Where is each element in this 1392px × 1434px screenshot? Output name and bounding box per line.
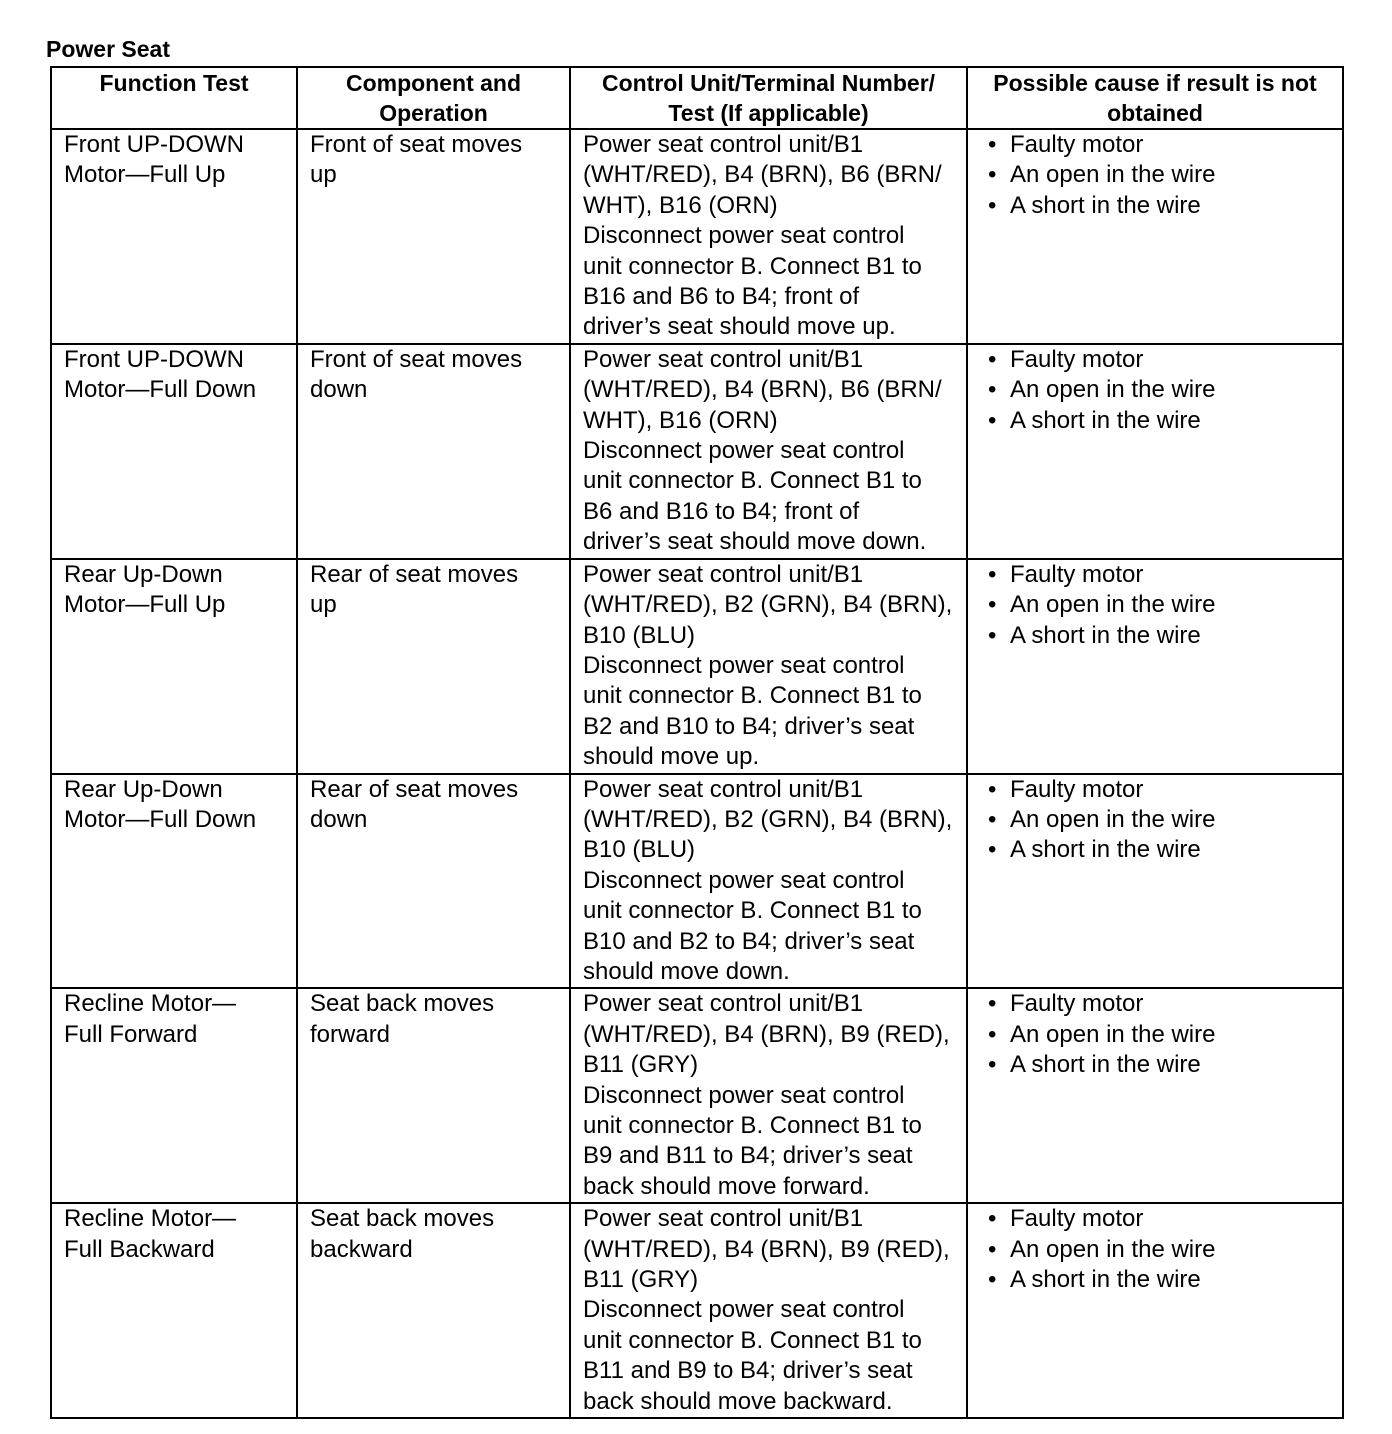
function-test-cell (51, 559, 297, 774)
cell-line: (WHT/RED), B2 (GRN), B4 (BRN), (583, 805, 953, 833)
cause-text: An open in the wire (1010, 1020, 1216, 1048)
function-test-cell (51, 129, 297, 344)
cell-line: back should move forward. (583, 1172, 870, 1200)
header-line: Control Unit/Terminal Number/ (601, 70, 936, 96)
cell-line: unit connector B. Connect B1 to (583, 682, 922, 710)
cause-item (988, 191, 1334, 221)
bullet-icon: • (988, 131, 997, 158)
cell-line: Motor—Full Up (64, 161, 226, 189)
cause-text: Faulty motor (1010, 131, 1144, 158)
cell-line: unit connector B. Connect B1 to (583, 467, 922, 495)
cell-line: Disconnect power seat control (583, 222, 905, 250)
cell-line: Front UP-DOWN (64, 131, 244, 158)
control-unit-cell (570, 129, 967, 344)
component-cell (297, 559, 570, 774)
cause-list (980, 560, 1334, 651)
cause-text: Faulty motor (1010, 775, 1144, 803)
control-unit-cell (570, 988, 967, 1203)
table-row (51, 344, 1343, 559)
cell-line: Recline Motor— (64, 1205, 237, 1233)
cause-item (988, 406, 1334, 436)
cause-item (988, 835, 1334, 865)
function-test-cell (51, 988, 297, 1203)
cause-list (980, 775, 1334, 866)
header-line: Operation (379, 100, 488, 126)
cell-line: Disconnect power seat control (583, 1081, 905, 1109)
cause-item (988, 375, 1334, 405)
cell-line: B16 and B6 to B4; front of (583, 283, 860, 311)
cause-item (988, 345, 1334, 375)
cell-line: B11 (GRY) (583, 1051, 699, 1079)
cause-list (980, 1204, 1334, 1295)
component-cell (297, 1203, 570, 1418)
cell-line: Disconnect power seat control (583, 866, 905, 894)
cause-item (988, 989, 1334, 1019)
bullet-icon: • (988, 805, 997, 833)
header-possible-cause (967, 67, 1343, 129)
cell-line: WHT), B16 (ORN) (583, 191, 778, 219)
cell-line: down (310, 805, 368, 833)
table-row (51, 774, 1343, 989)
possible-cause-cell (967, 988, 1343, 1203)
header-line: Function Test (99, 70, 249, 96)
header-component (297, 67, 570, 129)
component-cell (297, 344, 570, 559)
cell-line: B9 and B11 to B4; driver’s seat (583, 1142, 913, 1170)
cause-list (980, 989, 1334, 1080)
cell-line: up (310, 591, 337, 619)
cell-line: Rear of seat moves (310, 775, 519, 803)
possible-cause-cell (967, 129, 1343, 344)
cell-line: Full Forward (64, 1020, 198, 1048)
cause-list (980, 130, 1334, 221)
cell-line: (WHT/RED), B4 (BRN), B9 (RED), (583, 1235, 950, 1263)
cell-line: unit connector B. Connect B1 to (583, 897, 922, 925)
function-test-cell (51, 344, 297, 559)
cell-line: Power seat control unit/B1 (583, 560, 864, 588)
bullet-icon: • (988, 406, 997, 434)
cell-line: down (310, 376, 368, 404)
power-seat-table (50, 66, 1344, 1419)
bullet-icon: • (988, 591, 997, 619)
control-unit-cell (570, 559, 967, 774)
cell-line: (WHT/RED), B4 (BRN), B6 (BRN/ (583, 376, 942, 404)
cell-line: Power seat control unit/B1 (583, 131, 864, 158)
header-line: obtained (1107, 100, 1203, 126)
cause-item (988, 1050, 1334, 1080)
cause-text: Faulty motor (1010, 1205, 1144, 1233)
cause-text: A short in the wire (1010, 836, 1201, 864)
cell-line: Power seat control unit/B1 (583, 345, 864, 373)
cell-line: Front of seat moves (310, 131, 523, 158)
cell-line: Rear Up-Down (64, 560, 223, 588)
cell-line: B6 and B16 to B4; front of (583, 497, 860, 525)
cell-line: Disconnect power seat control (583, 651, 905, 679)
function-test-cell (51, 774, 297, 989)
possible-cause-cell (967, 1203, 1343, 1418)
cell-line: Rear of seat moves (310, 560, 519, 588)
cell-line: Seat back moves (310, 990, 495, 1018)
bullet-icon: • (988, 161, 997, 189)
cell-line: Full Backward (64, 1235, 215, 1263)
header-control-unit (570, 67, 967, 129)
cell-line: Recline Motor— (64, 990, 237, 1018)
bullet-icon: • (988, 775, 997, 803)
bullet-icon: • (988, 836, 997, 864)
bullet-icon: • (988, 560, 997, 588)
bullet-icon: • (988, 621, 997, 649)
cause-item (988, 160, 1334, 190)
cell-line: Front of seat moves (310, 345, 523, 373)
possible-cause-cell (967, 559, 1343, 774)
bullet-icon: • (988, 1235, 997, 1263)
cell-line: B10 (BLU) (583, 836, 696, 864)
cause-text: A short in the wire (1010, 191, 1201, 219)
table-row (51, 129, 1343, 344)
cell-line: Disconnect power seat control (583, 437, 905, 465)
cell-line: Power seat control unit/B1 (583, 990, 864, 1018)
cell-line: Seat back moves (310, 1205, 495, 1233)
page-title: Power Seat (46, 36, 170, 62)
header-line: Possible cause if result is not (993, 70, 1317, 96)
cause-text: Faulty motor (1010, 990, 1144, 1018)
bullet-icon: • (988, 345, 997, 373)
bullet-icon: • (988, 376, 997, 404)
header-function-test (51, 67, 297, 129)
component-cell (297, 129, 570, 344)
cell-line: B11 (GRY) (583, 1266, 699, 1294)
function-test-cell (51, 1203, 297, 1418)
cell-line: Disconnect power seat control (583, 1296, 905, 1324)
cause-item (988, 1204, 1334, 1234)
cell-line: Motor—Full Up (64, 591, 226, 619)
cell-line: Motor—Full Down (64, 805, 257, 833)
control-unit-cell (570, 774, 967, 989)
cause-text: A short in the wire (1010, 621, 1201, 649)
cause-text: An open in the wire (1010, 376, 1216, 404)
cause-item (988, 1235, 1334, 1265)
possible-cause-cell (967, 344, 1343, 559)
cell-line: should move down. (583, 957, 790, 985)
cause-item (988, 1020, 1334, 1050)
cause-text: Faulty motor (1010, 345, 1144, 373)
control-unit-cell (570, 344, 967, 559)
cell-line: should move up. (583, 743, 760, 771)
cell-line: Rear Up-Down (64, 775, 223, 803)
cell-line: Front UP-DOWN (64, 345, 244, 373)
cell-line: up (310, 161, 337, 189)
cause-list (980, 345, 1334, 436)
bullet-icon: • (988, 1266, 997, 1294)
cause-item (988, 805, 1334, 835)
cell-line: back should move backward. (583, 1387, 893, 1415)
table-row (51, 559, 1343, 774)
cause-item (988, 1265, 1334, 1295)
bullet-icon: • (988, 1020, 997, 1048)
cell-line: Power seat control unit/B1 (583, 1205, 864, 1233)
cause-text: An open in the wire (1010, 1235, 1216, 1263)
possible-cause-cell (967, 774, 1343, 989)
cell-line: unit connector B. Connect B1 to (583, 1112, 922, 1139)
cell-line: (WHT/RED), B4 (BRN), B6 (BRN/ (583, 161, 942, 189)
header-line: Test (If applicable) (668, 100, 869, 126)
cell-line: B2 and B10 to B4; driver’s seat (583, 712, 915, 740)
cause-text: A short in the wire (1010, 1051, 1201, 1079)
cell-line: Power seat control unit/B1 (583, 775, 864, 803)
component-cell (297, 988, 570, 1203)
header-line: Component and (345, 70, 522, 96)
cell-line: B10 and B2 to B4; driver’s seat (583, 927, 915, 955)
cause-item (988, 560, 1334, 590)
cause-text: A short in the wire (1010, 1266, 1201, 1294)
cell-line: (WHT/RED), B2 (GRN), B4 (BRN), (583, 591, 953, 619)
cause-item (988, 621, 1334, 651)
table-row (51, 988, 1343, 1203)
cause-item (988, 590, 1334, 620)
header-row (51, 67, 1343, 129)
bullet-icon: • (988, 1051, 997, 1079)
cause-text: Faulty motor (1010, 560, 1144, 588)
bullet-icon: • (988, 1205, 997, 1233)
cell-line: driver’s seat should move up. (583, 313, 896, 341)
cell-line: backward (310, 1235, 413, 1263)
cause-text: An open in the wire (1010, 161, 1216, 189)
control-unit-cell (570, 1203, 967, 1418)
cause-text: An open in the wire (1010, 805, 1216, 833)
cause-text: A short in the wire (1010, 406, 1201, 434)
component-cell (297, 774, 570, 989)
cell-line: B10 (BLU) (583, 621, 696, 649)
cell-line: B11 and B9 to B4; driver’s seat (583, 1357, 913, 1385)
cause-item (988, 775, 1334, 805)
cell-line: driver’s seat should move down. (583, 528, 927, 556)
cell-line: WHT), B16 (ORN) (583, 406, 778, 434)
table-row (51, 1203, 1343, 1418)
cause-text: An open in the wire (1010, 591, 1216, 619)
bullet-icon: • (988, 191, 997, 219)
cell-line: Motor—Full Down (64, 376, 257, 404)
cell-line: (WHT/RED), B4 (BRN), B9 (RED), (583, 1020, 950, 1048)
cell-line: forward (310, 1020, 391, 1048)
bullet-icon: • (988, 990, 997, 1018)
cell-line: unit connector B. Connect B1 to (583, 252, 922, 280)
cell-line: unit connector B. Connect B1 to (583, 1326, 922, 1354)
cause-item (988, 130, 1334, 160)
